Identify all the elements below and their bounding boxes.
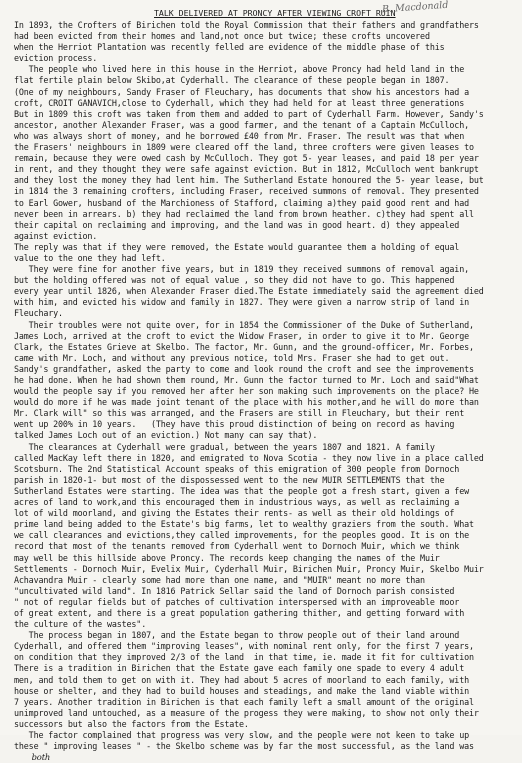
text-line: successors but also the factors from the Estate. xyxy=(14,718,249,729)
text-line: called MacKay left there in 1820, and emigrated to Nova Scotia - they now live in a place called xyxy=(14,452,484,463)
text-line: The people who lived here in this house in the Herriot, above Proncy had held land in the xyxy=(14,64,465,75)
text-line: would the people say if you removed her after her son making such improvements on the place? He xyxy=(14,386,479,397)
text-line: In 1893, the Crofters of Birichen told the Royal Commission that their fathers and grandfathers xyxy=(14,20,479,30)
text-line: in rent, and they thought they were safe against eviction. But in 1812, McCulloch went bankrupt xyxy=(14,164,479,175)
paragraph xyxy=(14,64,516,242)
paragraph xyxy=(14,320,516,442)
text-line: went up 200% in 10 years. (They have this proud distinction of being on record as having xyxy=(14,419,455,430)
text-line: Achavandra Muir - clearly some had more than one name, and "MUIR" meant no more than xyxy=(14,574,425,585)
text-line: Mr. Clark will" so this was arranged, and the Frasers are still in Fleuchary, but their rent xyxy=(14,408,465,419)
text-line: and they lost the money they had lent him. The Sutherland Estate honoured the 5- year lease, but xyxy=(14,175,484,186)
text-line: talked James Loch out of an eviction.) Not many can say that). xyxy=(14,430,318,441)
text-line: of great extent, and there is a great population gathering thither, and getting forward with xyxy=(14,607,465,618)
paragraph xyxy=(14,242,516,264)
text-line: They were fine for another five years, but in 1819 they received summons of removal again, xyxy=(14,264,469,275)
text-line: in 1814 the 3 remaining crofters, including Fraser, received summons of removal. They presented xyxy=(14,186,479,197)
text-line: would do more if he was made joint tenant of the place with his mother,and he will do more than xyxy=(14,397,479,408)
text-line: on condition that they improved 2/3 of the land in that time, ie. made it fit for cultivation xyxy=(14,652,474,663)
text-line: prime land being added to the Estate's big farms, let to wealthy graziers from the south. What xyxy=(14,519,474,530)
text-line: value to the one they had left. xyxy=(14,252,166,263)
text-line: 7 years. Another tradition in Birichen is that each family left a small amount of the original xyxy=(14,696,474,707)
text-line: (One of my neighbours, Sandy Fraser of Fleuchary, has documents that show his ancestors had a xyxy=(14,86,469,97)
text-line: Cyderhall, and offered them "improving leases", with nominal rent only, for the first 7 years, xyxy=(14,641,474,652)
text-line: when the Herriot Plantation was recently felled are evidence of the middle phase of this xyxy=(14,42,445,53)
text-line: with him, and evicted his widow and family in 1827. They were given a narrow strip of land in xyxy=(14,297,469,308)
text-line: Fleuchary. xyxy=(14,308,63,319)
text-line: parish in 1820-1- but most of the dispossessed went to the new MUIR SETTLEMENTS that the xyxy=(14,474,445,485)
text-line: their capital on reclaiming and improving, and the land was in good heart. d) they appealed xyxy=(14,219,460,230)
text-line: There is a tradition in Birichen that the Estate gave each family one spade to every 4 adult xyxy=(14,663,465,674)
title-row xyxy=(14,0,516,20)
document-title: TALK DELIVERED AT PRONCY AFTER VIEWING CROFT RUIN xyxy=(154,8,396,18)
text-line: James Loch, arrived at the croft to evict the Widow Fraser, in order to give it to Mr. George xyxy=(14,330,469,341)
text-line: eviction process. xyxy=(14,53,98,64)
text-line: The process began in 1807, and the Estate began to throw people out of their land around xyxy=(14,630,460,641)
text-line: we call clearances and evictions,they called improvements, for the peoples good. It is on the xyxy=(14,530,469,541)
text-line: against eviction. xyxy=(14,230,98,241)
text-line: lot of wild moorland, and giving the Estates their rents- as well as their old holdings of xyxy=(14,508,455,519)
text-line: these " improving leases " - the Skelbo scheme was by far the most successful, as the land was xyxy=(14,741,474,752)
text-line: Clark, the Estates Grieve at Skelbo. The factor, Mr. Gunn, and the ground-officer, Mr. Forbes, xyxy=(14,341,474,352)
paragraph xyxy=(14,264,516,319)
text-line: may well be this hillside above Proncy. The records keep changing the names of the Muir xyxy=(14,552,440,563)
text-line: acres of land to work,and this encouraged them in industrious ways, as well as reclaiming a xyxy=(14,497,460,508)
paragraph xyxy=(14,20,516,64)
text-line: had been evicted from their homes and land,not once but twice; these crofts uncovered xyxy=(14,31,430,42)
text-line: men, and told them to get on with it. They had about 5 acres of moorland to each family, with xyxy=(14,674,469,685)
text-line: remain, because they were owed cash by McCulloch. They got 5- year leases, and paid 18 per year xyxy=(14,153,479,164)
text-line: The clearances at Cyderhall were gradual, between the years 1807 and 1821. A family xyxy=(14,441,435,452)
document-body xyxy=(14,20,516,763)
text-line: house or shelter, and they had to build houses and steadings, and make the land viable within xyxy=(14,685,469,696)
text-line: The factor complained that progress was very slow, and the people were not keen to take up xyxy=(14,730,469,740)
text-line: " not of regular fields but of patches of cultivation interspersed with an improveable moor xyxy=(14,596,460,607)
text-line: both xyxy=(14,752,51,763)
text-line: "uncultivated wild land". In 1816 Patrick Sellar said the land of Dornoch parish consisted xyxy=(14,585,455,596)
text-line: record that most of the tenants removed from Cyderhall went to Dornoch Muir, which we think xyxy=(14,541,460,552)
text-line: ancestor, another Alexander Fraser, was a good farmer, and the tenant of a Captain McCulloch, xyxy=(14,119,469,130)
paragraph xyxy=(14,442,516,631)
text-line: unimproved land untouched, as a measure of the progess they were making, to show not only their xyxy=(14,707,479,718)
text-line: Settlements - Dornoch Muir, Evelix Muir, Cyderhall Muir, Birichen Muir, Proncy Muir, Skelbo Muir xyxy=(14,563,484,574)
text-line: Sandy's grandfather, asked the party to come and look round the croft and see the improvements xyxy=(14,363,474,374)
text-line: Their troubles were not quite over, for in 1854 the Commissioner of the Duke of Sutherland, xyxy=(14,319,474,330)
text-line: croft, CROIT GANAVICH,close to Cyderhall, which they had held for at least three generations xyxy=(14,97,465,108)
text-line: Scotsburn. The 2nd Statistical Account speaks of this emigration of 300 people from Dornoch xyxy=(14,463,460,474)
text-line: flat fertile plain below Skibo,at Cyderhall. The clearance of these people began in 1807. xyxy=(14,75,450,86)
text-line: The reply was that if they were removed, the Estate would guarantee them a holding of equal xyxy=(14,241,460,252)
text-line: But in 1809 this croft was taken from them and added to part of Cyderhall Farm. However, Sandy's xyxy=(14,108,484,119)
text-line: never been in arrears. b) they had reclaimed the land from brown heather. c)they had spent all xyxy=(14,208,474,219)
text-line: but the holding offered was not of equal value , so they did not have to go. This happened xyxy=(14,275,455,286)
text-line: came with Mr. Loch, and without any previous notice, told Mrs. Fraser she had to get out. xyxy=(14,352,450,363)
text-line: to Earl Gower, husband of the Marchioness of Stafford, claiming a)they paid good rent and had xyxy=(14,197,469,208)
text-line: he had done. When he had shown them round, Mr. Gunn the factor turned to Mr. Loch and said"What xyxy=(14,375,479,385)
text-line: who was always short of money, and he borrowed £40 from Mr. Fraser. The result was that when xyxy=(14,130,465,141)
text-line: every year until 1826, when Alexander Fraser died.The Estate immediately said the agreement died xyxy=(14,286,484,297)
paragraph xyxy=(14,630,516,730)
text-line: the Frasers' neighbours in 1809 were cleared off the land, three crofters were given leases to xyxy=(14,142,474,153)
text-line: the culture of the wastes". xyxy=(14,619,147,630)
text-line: Sutherland Estates were starting. The idea was that the people got a fresh start, given a few xyxy=(14,485,469,496)
handwritten-annotation: B. Macdonald xyxy=(381,0,449,16)
